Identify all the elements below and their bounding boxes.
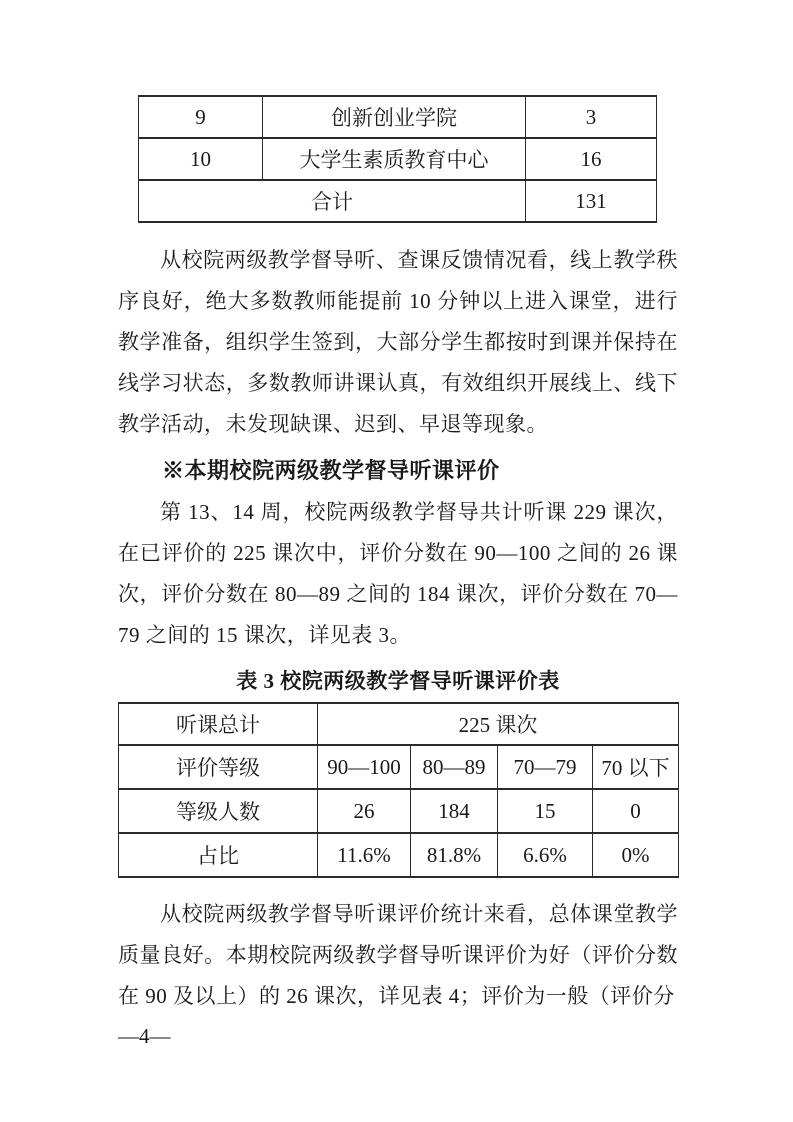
summary-table	[138, 95, 657, 223]
table-row	[139, 96, 657, 138]
table-cell-count: 16	[526, 138, 657, 180]
page-number: —4—	[118, 1024, 171, 1048]
table-cell-index: 10	[139, 138, 263, 180]
table-cell-grade-range: 70 以下	[593, 745, 679, 789]
table-cell-department: 创新创业学院	[263, 96, 526, 138]
table-cell-count: 15	[498, 789, 593, 833]
evaluation-table	[118, 702, 679, 878]
table-row-total	[139, 180, 657, 222]
body-paragraph-2: 第 13、14 周，校院两级教学督导共计听课 229 课次，在已评价的 225 课次中，评价分数在 90—100 之间的 26 课次，评价分数在 80—89 之间的 184 课次，评价分数在 70—79 之间的 15 课次，详见表 3。	[118, 500, 678, 647]
table-cell-label: 等级人数	[119, 789, 318, 833]
table-cell-count: 26	[318, 789, 411, 833]
table-row-total-lessons	[119, 703, 679, 745]
body-paragraph-3: 从校院两级教学督导听课评价统计来看，总体课堂教学质量良好。本期校院两级教学督导听课评价为好（评价分数在 90 及以上）的 26 课次，详见表 4；评价为一般（评价分	[118, 902, 678, 1008]
table-cell-label: 占比	[119, 833, 318, 877]
table-row	[139, 138, 657, 180]
table3-caption: 表 3 校院两级教学督导听课评价表	[236, 669, 560, 693]
body-paragraph-1: 从校院两级教学督导听、查课反馈情况看，线上教学秩序良好，绝大多数教师能提前 10 分钟以上进入课堂，进行教学准备，组织学生签到，大部分学生都按时到课并保持在线学习状态，多数教师讲课认真，有效组织开展线上、线下教学活动，未发现缺课、迟到、早退等现象。	[118, 248, 678, 436]
table-row-counts	[119, 789, 679, 833]
table-cell-total-lessons-value: 225 课次	[318, 703, 679, 745]
table-cell-count: 3	[526, 96, 657, 138]
section-heading: ※本期校院两级教学督导听课评价	[162, 458, 500, 483]
table-cell-label: 评价等级	[119, 745, 318, 789]
table-cell-count: 184	[411, 789, 498, 833]
table-cell-grade-range: 80—89	[411, 745, 498, 789]
table-cell-percentage: 6.6%	[498, 833, 593, 877]
table-cell-total-label: 合计	[139, 180, 526, 222]
table-cell-percentage: 81.8%	[411, 833, 498, 877]
table-cell-count: 0	[593, 789, 679, 833]
table-cell-grade-range: 70—79	[498, 745, 593, 789]
table-cell-total-value: 131	[526, 180, 657, 222]
table-cell-percentage: 11.6%	[318, 833, 411, 877]
table-cell-index: 9	[139, 96, 263, 138]
table-cell-percentage: 0%	[593, 833, 679, 877]
table-cell-grade-range: 90—100	[318, 745, 411, 789]
table-row-percentages	[119, 833, 679, 877]
table-cell-label: 听课总计	[119, 703, 318, 745]
table-cell-department: 大学生素质教育中心	[263, 138, 526, 180]
table-row-grades	[119, 745, 679, 789]
